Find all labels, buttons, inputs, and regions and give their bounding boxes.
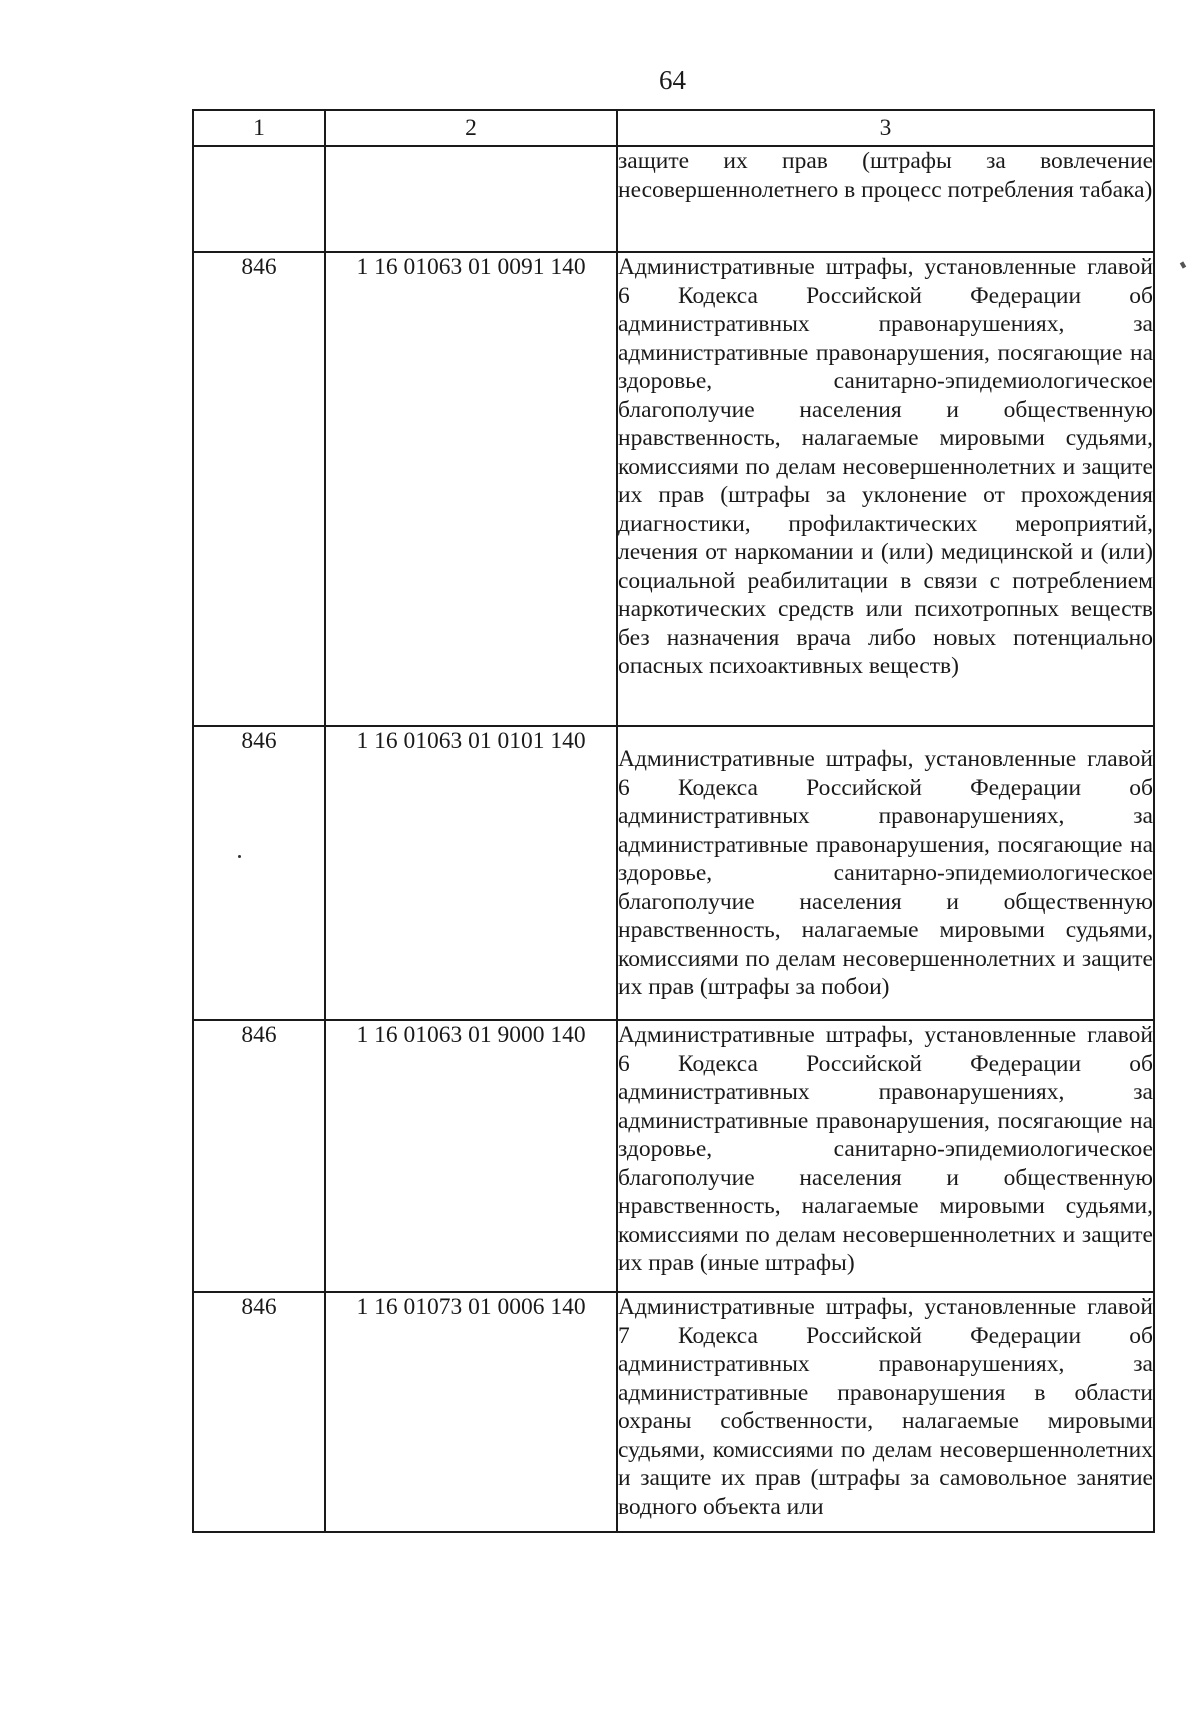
- description-cell: защите их прав (штрафы за вовлечение несовершеннолетнего в процесс потребления табака): [617, 146, 1154, 252]
- scan-mark: [1180, 261, 1186, 268]
- budget-codes-table: [192, 109, 1155, 1533]
- description-cell: Административные штрафы, установленные главой 6 Кодекса Российской Федерации об административных правонарушениях, за административные правонарушения, посягающие на здоровье, санитарно-эпидемиологическое благополучие населения и общественную нравственность, налагаемые мировыми судьями, комиссиями по делам несовершеннолетних и защите их прав (штрафы за побои): [617, 726, 1154, 1020]
- admin-code-cell: 846: [193, 726, 325, 1020]
- column-header-1: 1: [193, 110, 325, 146]
- admin-code-cell: 846: [193, 252, 325, 726]
- table-row: [193, 146, 1154, 252]
- column-header-3: 3: [617, 110, 1154, 146]
- admin-code-cell: 846: [193, 1020, 325, 1292]
- scan-speck: [238, 855, 241, 858]
- description-cell: Административные штрафы, установленные главой 6 Кодекса Российской Федерации об административных правонарушениях, за административные правонарушения, посягающие на здоровье, санитарно-эпидемиологическое благополучие населения и общественную нравственность, налагаемые мировыми судьями, комиссиями по делам несовершеннолетних и защите их прав (штрафы за уклонение от прохождения диагностики, профилактических мероприятий, лечения от наркомании и (или) медицинской и (или) социальной реабилитации в связи с потреблением наркотических средств или психотропных веществ без назначения врача либо новых потенциально опасных психоактивных веществ): [617, 252, 1154, 726]
- table-row: [193, 1020, 1154, 1292]
- budget-code-cell: 1 16 01063 01 0091 140: [325, 252, 617, 726]
- page-number: 64: [659, 65, 686, 95]
- table-header: [193, 110, 1154, 146]
- description-cell: Административные штрафы, установленные главой 6 Кодекса Российской Федерации об административных правонарушениях, за административные правонарушения, посягающие на здоровье, санитарно-эпидемиологическое благополучие населения и общественную нравственность, налагаемые мировыми судьями, комиссиями по делам несовершеннолетних и защите их прав (иные штрафы): [617, 1020, 1154, 1292]
- table-row: [193, 252, 1154, 726]
- table-body: [193, 146, 1154, 1532]
- admin-code-cell: [193, 146, 325, 252]
- budget-code-cell: [325, 146, 617, 252]
- budget-code-cell: 1 16 01073 01 0006 140: [325, 1292, 617, 1532]
- description-cell: Административные штрафы, установленные главой 7 Кодекса Российской Федерации об административных правонарушениях, за административные правонарушения в области охраны собственности, налагаемые мировыми судьями, комиссиями по делам несовершеннолетних и защите их прав (штрафы за самовольное занятие водного объекта или: [617, 1292, 1154, 1532]
- admin-code-cell: 846: [193, 1292, 325, 1532]
- table-row: [193, 1292, 1154, 1532]
- table-row: [193, 726, 1154, 1020]
- column-header-2: 2: [325, 110, 617, 146]
- header-row: [193, 110, 1154, 146]
- budget-code-cell: 1 16 01063 01 0101 140: [325, 726, 617, 1020]
- budget-code-cell: 1 16 01063 01 9000 140: [325, 1020, 617, 1292]
